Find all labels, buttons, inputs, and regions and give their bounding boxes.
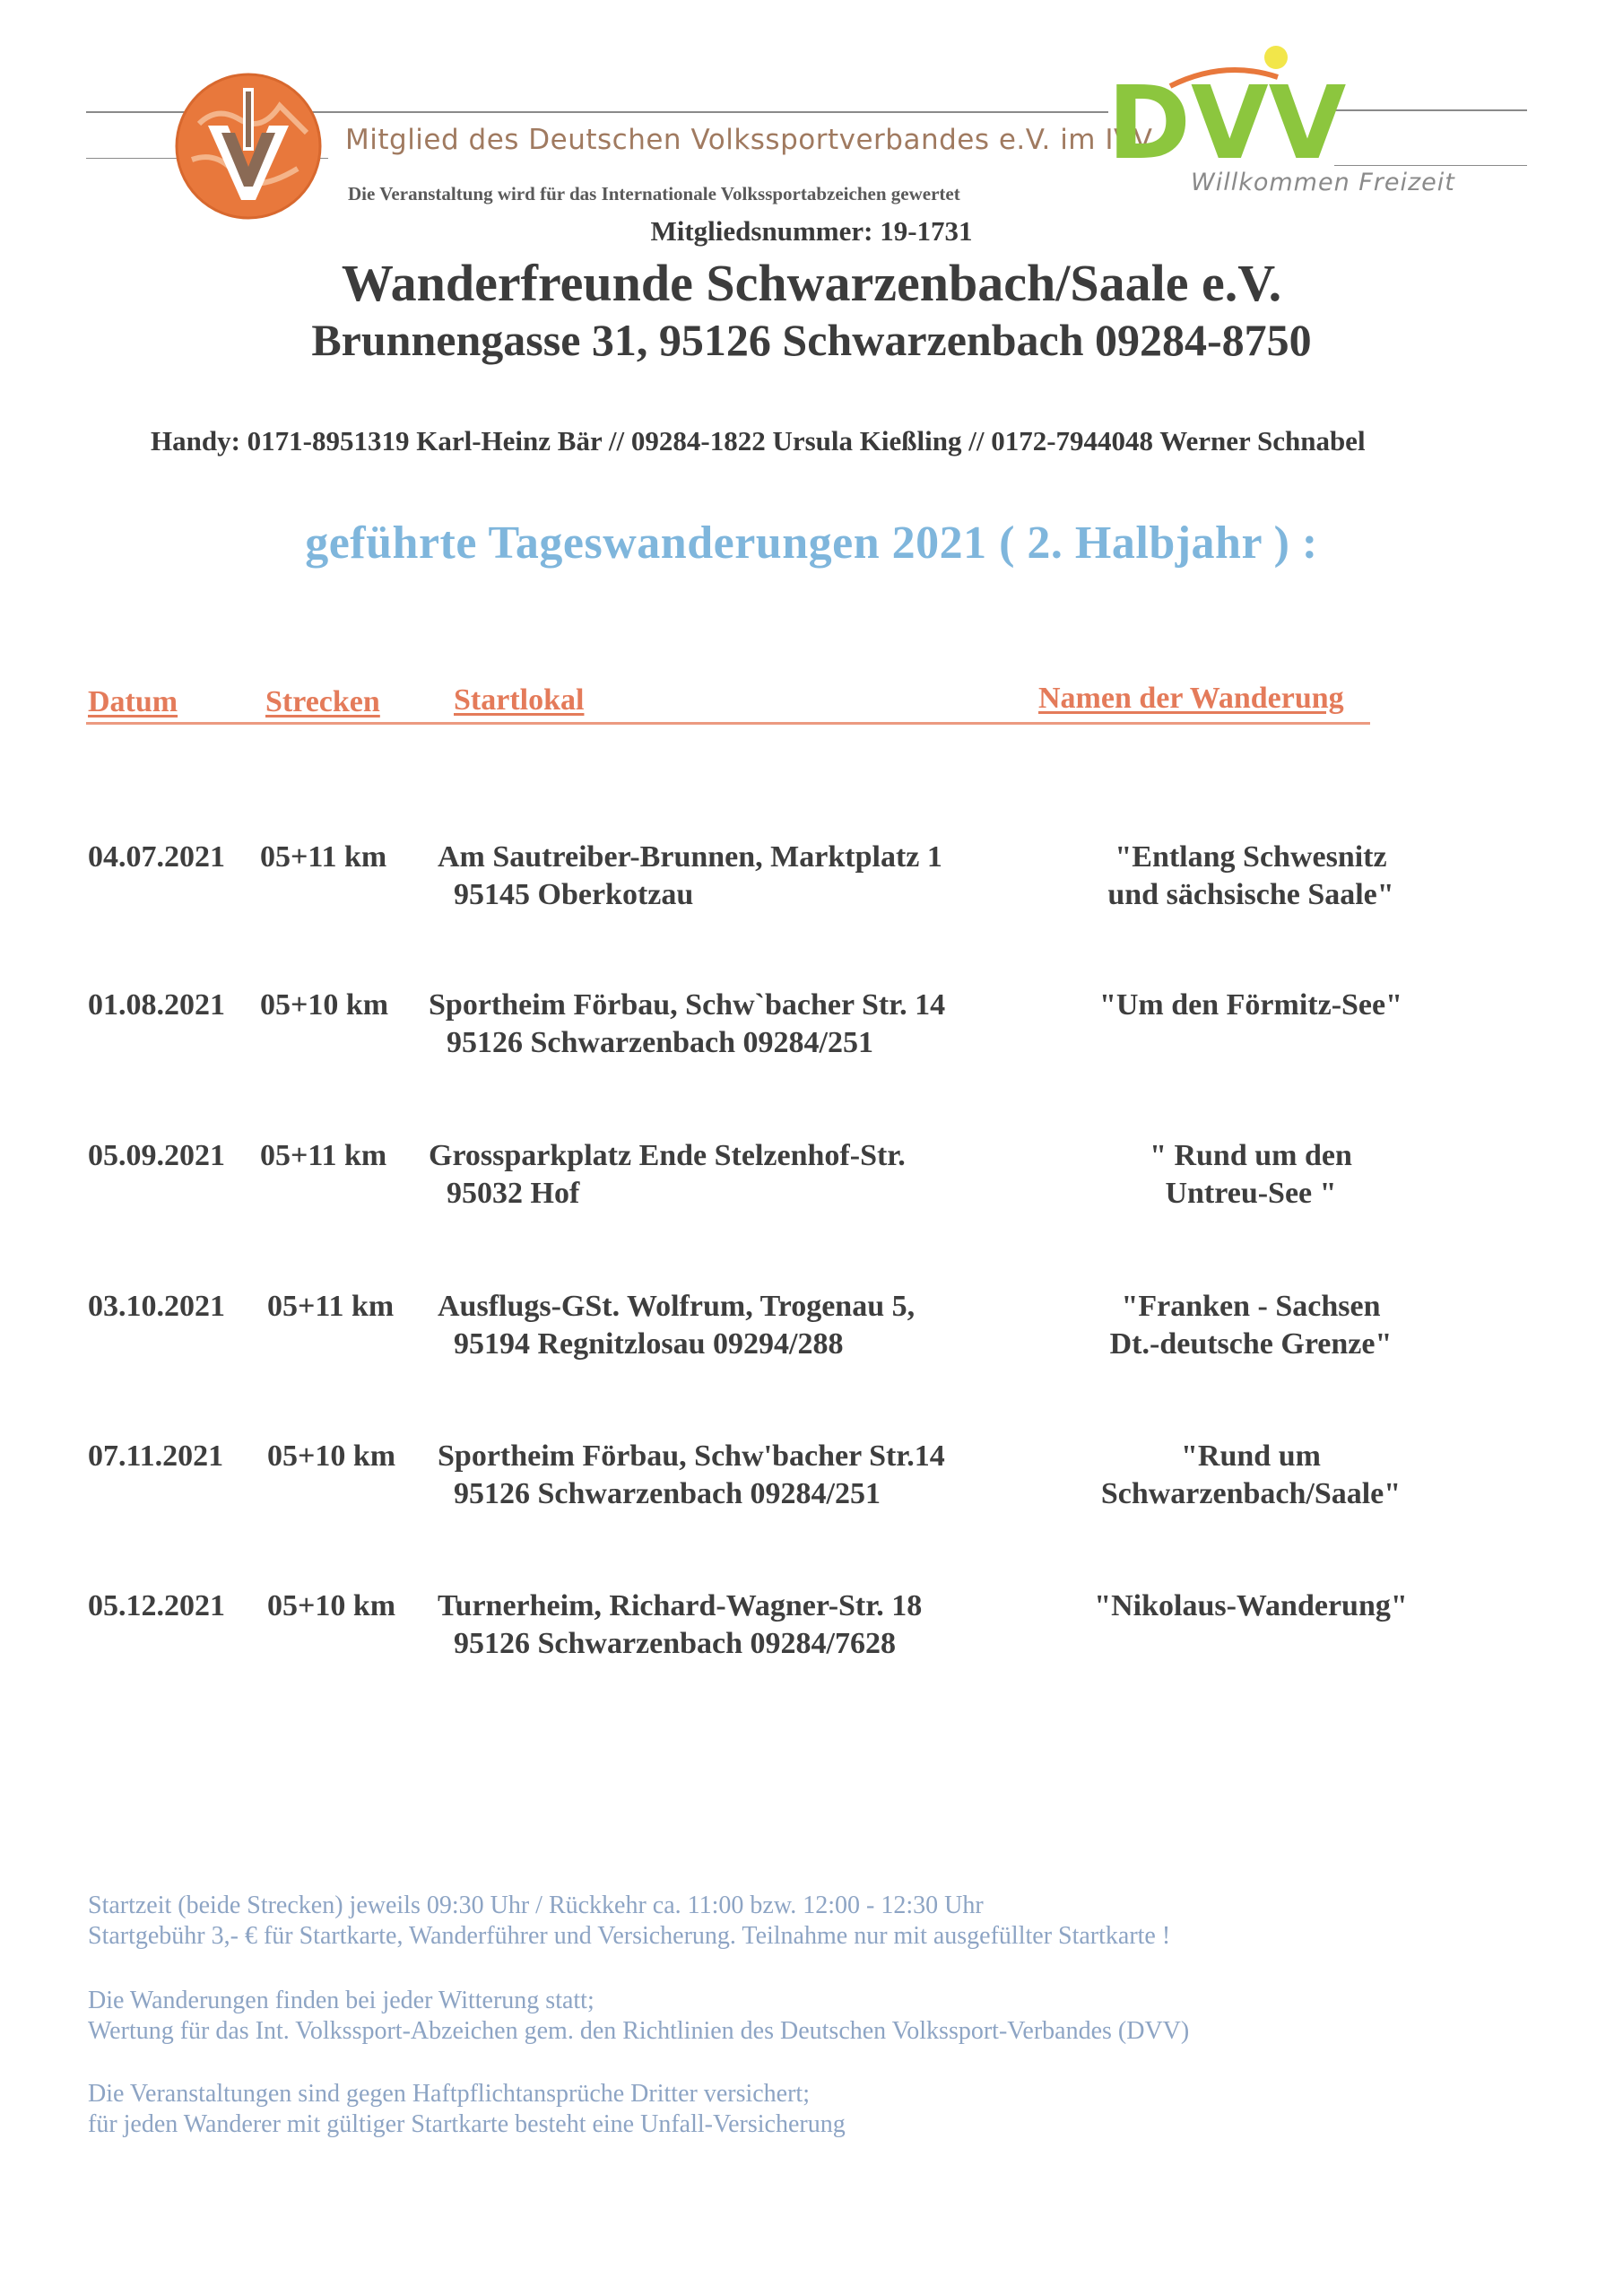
row-hike-name-line1: "Rund um xyxy=(1181,1439,1321,1473)
row-location-line2: 95194 Regnitzlosau 09294/288 xyxy=(454,1327,844,1361)
row-hike-name-line2: Dt.-deutsche Grenze" xyxy=(1109,1327,1393,1361)
row-location-line1: Grossparkplatz Ende Stelzenhof-Str. xyxy=(429,1139,906,1172)
footer-liability: Die Veranstaltungen sind gegen Haftpflichtansprüche Dritter versichert; xyxy=(88,2080,810,2108)
table-row xyxy=(0,1288,1623,1369)
row-location-line2: 95145 Oberkotzau xyxy=(454,878,694,911)
row-date: 01.08.2021 xyxy=(88,988,225,1022)
ivv-member-line: Mitglied des Deutschen Volkssportverbandes e.V. im IVV xyxy=(345,124,1153,156)
row-hike-name-line2: und sächsische Saale" xyxy=(1107,878,1394,911)
table-header-location: Startlokal xyxy=(454,683,585,717)
row-hike-name-line1: "Um den Förmitz-See" xyxy=(1099,988,1402,1022)
row-hike-name-line1: "Entlang Schwesnitz xyxy=(1115,840,1387,874)
row-distance: 05+11 km xyxy=(267,1290,395,1323)
row-location-line2: 95126 Schwarzenbach 09284/251 xyxy=(454,1477,881,1510)
row-distance: 05+10 km xyxy=(267,1439,396,1473)
footer-fee: Startgebühr 3,- € für Startkarte, Wanderführer und Versicherung. Teilnahme nur mit ausgefüllter Startkarte ! xyxy=(88,1922,1171,1950)
contact-phone-line: Handy: 0171-8951319 Karl-Heinz Bär // 09284-1822 Ursula Kießling // 0172-7944048 Werner Schnabel xyxy=(151,425,1366,457)
row-date: 07.11.2021 xyxy=(88,1439,224,1473)
club-name: Wanderfreunde Schwarzenbach/Saale e.V. xyxy=(341,254,1282,312)
row-date: 05.09.2021 xyxy=(88,1139,225,1172)
footer-rating: Wertung für das Int. Volkssport-Abzeichen gem. den Richtlinien des Deutschen Volkssport-Verbandes (DVV) xyxy=(88,2017,1190,2045)
row-location-line2: 95126 Schwarzenbach 09284/251 xyxy=(447,1026,873,1059)
row-location-line2: 95032 Hof xyxy=(447,1177,580,1210)
table-row xyxy=(0,987,1623,1067)
row-distance: 05+10 km xyxy=(260,988,389,1022)
row-location-line1: Ausflugs-GSt. Wolfrum, Trogenau 5, xyxy=(438,1290,916,1323)
row-distance: 05+11 km xyxy=(260,840,387,874)
row-location-line2: 95126 Schwarzenbach 09284/7628 xyxy=(454,1627,896,1660)
row-hike-name-line1: " Rund um den xyxy=(1150,1139,1352,1172)
row-location-line1: Turnerheim, Richard-Wagner-Str. 18 xyxy=(438,1589,923,1622)
table-header-rule xyxy=(86,722,1370,725)
row-date: 03.10.2021 xyxy=(88,1290,225,1323)
page-title: geführte Tageswanderungen 2021 ( 2. Halbjahr ) : xyxy=(305,517,1318,569)
ivv-note: Die Veranstaltung wird für das Internationale Volkssportabzeichen gewertet xyxy=(348,183,960,204)
footer-start-time: Startzeit (beide Strecken) jeweils 09:30 Uhr / Rückkehr ca. 11:00 bzw. 12:00 - 12:30 Uhr xyxy=(88,1892,984,1919)
row-hike-name-line2: Untreu-See " xyxy=(1165,1177,1337,1210)
table-row xyxy=(0,1438,1623,1518)
row-hike-name-line2: Schwarzenbach/Saale" xyxy=(1100,1477,1402,1510)
dvv-logo-text: DVV xyxy=(1107,65,1347,182)
table-header-distance: Strecken xyxy=(265,685,380,718)
row-location-line1: Sportheim Förbau, Schw'bacher Str.14 xyxy=(438,1439,945,1473)
row-date: 04.07.2021 xyxy=(88,840,225,874)
member-number: Mitgliedsnummer: 19-1731 xyxy=(650,215,973,247)
dvv-slogan: Willkommen Freizeit xyxy=(1191,169,1455,196)
row-date: 05.12.2021 xyxy=(88,1589,225,1622)
row-distance: 05+10 km xyxy=(267,1589,396,1622)
row-location-line1: Sportheim Förbau, Schw`bacher Str. 14 xyxy=(429,988,946,1022)
footer-weather: Die Wanderungen finden bei jeder Witterung statt; xyxy=(88,1987,595,2014)
table-header-hike-name: Namen der Wanderung xyxy=(1038,682,1344,715)
table-row xyxy=(0,839,1623,919)
footer-accident-insurance: für jeden Wanderer mit gültiger Startkarte besteht eine Unfall-Versicherung xyxy=(88,2110,846,2138)
row-location-line1: Am Sautreiber-Brunnen, Marktplatz 1 xyxy=(438,840,942,874)
row-distance: 05+11 km xyxy=(260,1139,387,1172)
ivv-logo-icon xyxy=(172,70,325,222)
row-hike-name-line1: "Franken - Sachsen xyxy=(1121,1290,1381,1323)
table-row xyxy=(0,1587,1623,1668)
row-hike-name-line1: "Nikolaus-Wanderung" xyxy=(1094,1589,1408,1622)
table-header-date: Datum xyxy=(88,685,178,718)
table-row xyxy=(0,1137,1623,1218)
club-address: Brunnengasse 31, 95126 Schwarzenbach 09284-8750 xyxy=(311,315,1312,365)
